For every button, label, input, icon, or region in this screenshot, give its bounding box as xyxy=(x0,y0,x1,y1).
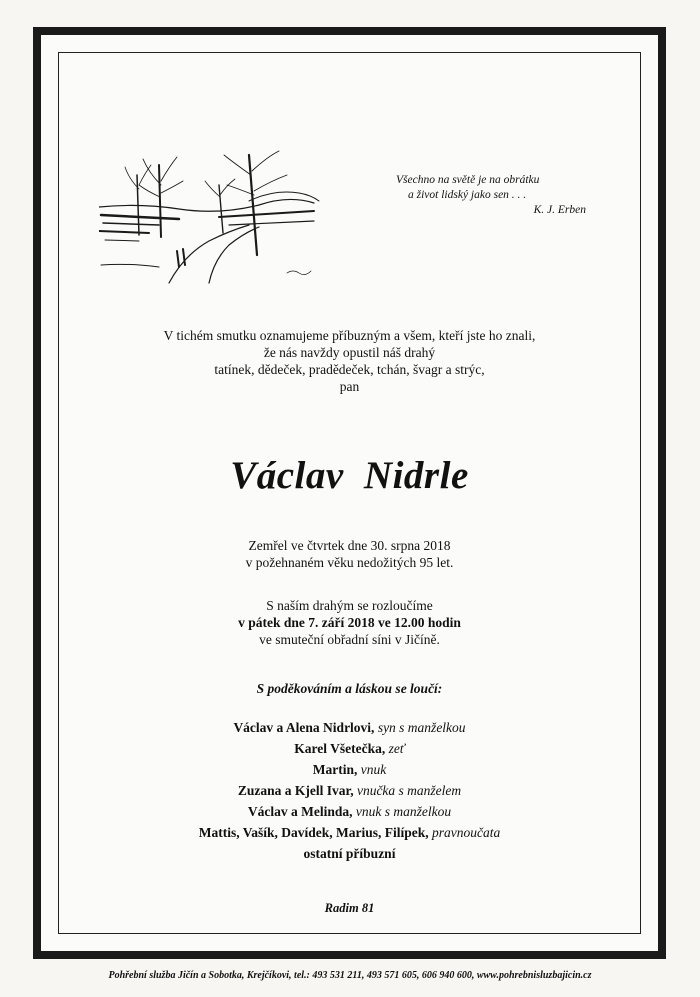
mourner-names: ostatní příbuzní xyxy=(303,846,396,861)
mourner-row xyxy=(41,822,658,843)
announcement xyxy=(41,327,658,395)
announcement-line-4: pan xyxy=(339,379,360,394)
mourner-row xyxy=(41,759,658,780)
announcement-line-2: že nás navždy opustil náš drahý xyxy=(263,345,436,360)
mourner-names: Václav a Alena Nidrlovi, xyxy=(233,720,375,735)
mourner-names: Karel Všetečka, xyxy=(294,741,386,756)
mourner-relation: vnuk xyxy=(360,762,387,777)
landscape-sketch-icon xyxy=(99,145,321,285)
mourner-relation: vnuk s manželkou xyxy=(355,804,452,819)
quote-author: K. J. Erben xyxy=(533,204,586,216)
funeral-date: v pátek dne 7. září 2018 ve 12.00 hodin xyxy=(238,615,461,630)
mourner-row xyxy=(41,843,658,864)
mourner-row xyxy=(41,738,658,759)
mourner-relation: vnučka s manželem xyxy=(356,783,462,798)
announcement-line-3: tatínek, dědeček, pradědeček, tchán, švagr a strýc, xyxy=(214,362,485,377)
death-line-1: Zemřel ve čtvrtek dne 30. srpna 2018 xyxy=(248,538,451,553)
mourner-names: Zuzana a Kjell Ivar, xyxy=(237,783,354,798)
mourner-relation: syn s manželkou xyxy=(377,720,466,735)
funeral-line-1: S naším drahým se rozloučíme xyxy=(266,598,433,613)
mourner-names: Václav a Melinda, xyxy=(247,804,353,819)
mourner-names: Mattis, Vašík, Davídek, Marius, Filípek, xyxy=(198,825,429,840)
mourner-relation: pravnoučata xyxy=(432,825,501,840)
mourners-list xyxy=(41,717,658,864)
mourner-names: Martin, xyxy=(312,762,358,777)
funeral-place: ve smuteční obřadní síni v Jičíně. xyxy=(259,632,440,647)
quote-line-2: a život lidský jako sen . . . xyxy=(408,189,527,201)
funeral-info xyxy=(41,597,658,648)
death-line-2: v požehnaném věku nedožitých 95 let. xyxy=(245,555,454,570)
death-info xyxy=(41,537,658,571)
funeral-service-footer: Pohřební služba Jičín a Sobotka, Krejčíkovi, tel.: 493 531 211, 493 571 605, 606 940 600, www.pohrebnisluzbajicin.cz xyxy=(108,970,592,981)
mourner-relation: zeť xyxy=(388,741,405,756)
mourner-row xyxy=(41,780,658,801)
deceased-name: Václav Nidrle xyxy=(230,454,469,497)
mourner-row xyxy=(41,801,658,822)
quote-block xyxy=(396,173,616,218)
mourning-border xyxy=(33,27,666,959)
mourner-row xyxy=(41,717,658,738)
quote-line-1: Všechno na světě je na obrátku xyxy=(396,174,540,186)
signature: Radim 81 xyxy=(324,901,375,915)
thanks-heading: S poděkováním a láskou se loučí: xyxy=(256,681,443,696)
announcement-line-1: V tichém smutku oznamujeme příbuzným a všem, kteří jste ho znali, xyxy=(163,328,536,343)
